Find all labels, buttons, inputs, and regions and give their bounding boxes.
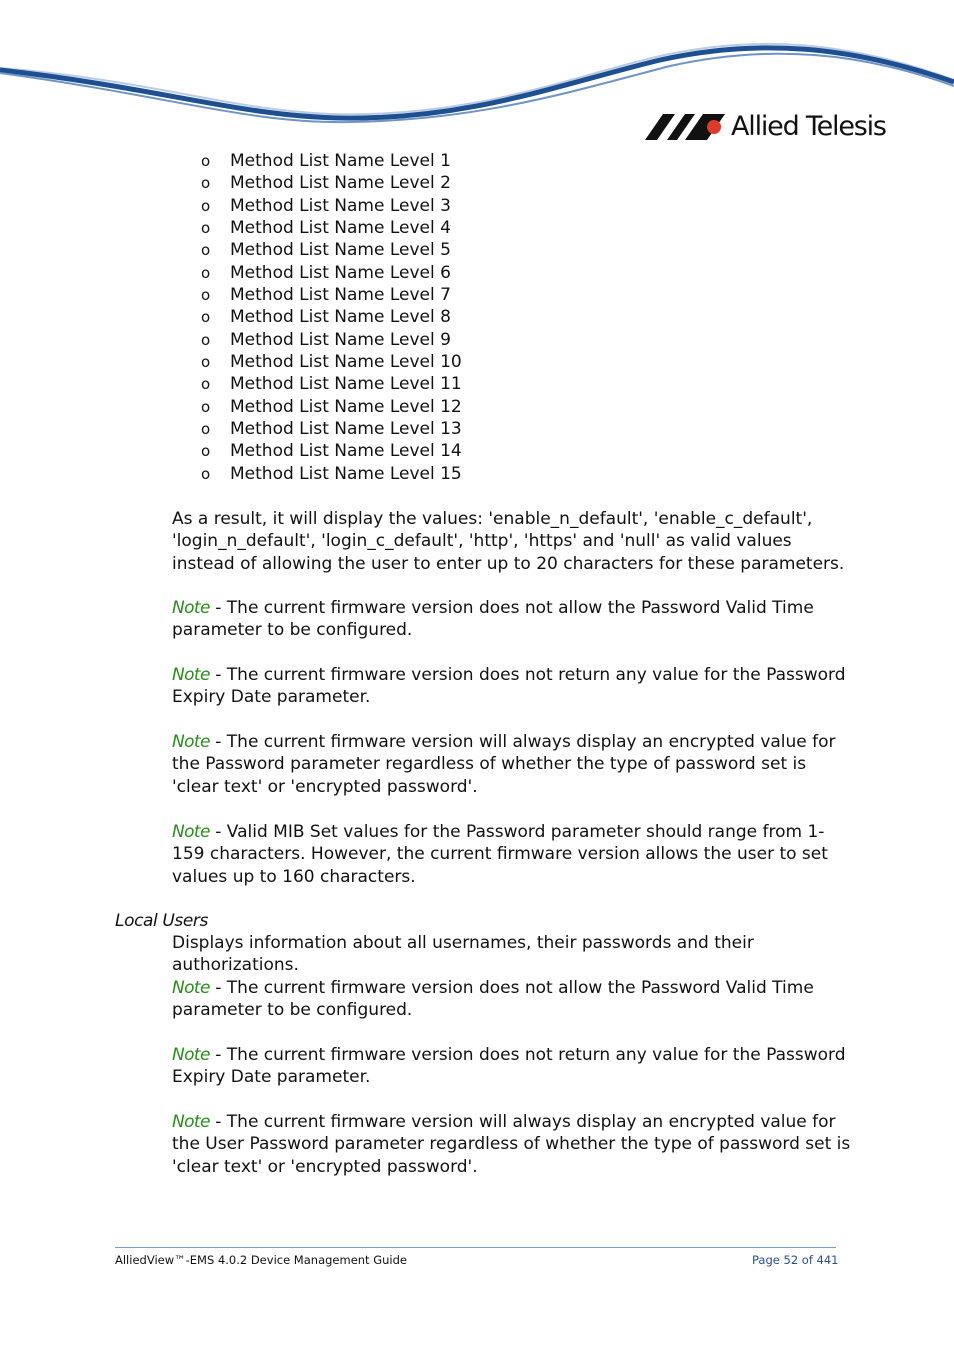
bullet-marker: o [201,353,211,372]
list-item [201,195,462,217]
list-item-text: Method List Name Level 11 [230,374,462,395]
footer-document-title: AlliedView™-EMS 4.0.2 Device Management Guide [115,1253,407,1267]
list-item [201,396,462,418]
local-users-heading: Local Users [115,911,208,931]
note-paragraph [172,1111,852,1178]
note-label: Note [172,665,210,685]
list-item-text: Method List Name Level 9 [230,329,451,350]
note-text: - The current firmware version does not allow the Password Valid Time parameter to be configured. [172,978,814,1021]
list-item-text: Method List Name Level 8 [230,307,451,328]
list-item [201,373,462,395]
list-item [201,440,462,462]
note-paragraph [172,664,852,709]
note-text: - The current firmware version does not allow the Password Valid Time parameter to be configured. [172,598,814,641]
list-item [201,306,462,328]
note-label: Note [172,978,210,998]
note-label: Note [172,1112,210,1132]
list-item-text: Method List Name Level 1 [230,151,451,171]
list-item-text: Method List Name Level 2 [230,173,451,194]
note-label: Note [172,822,210,842]
result-paragraph: As a result, it will display the values: 'enable_n_default', 'enable_c_default', 'login_n_default', 'login_c_default', 'http', 'https' and 'null' as valid values instead of allowing the user to enter up to 20 characters for these parameters. [172,509,845,574]
list-item [201,217,462,239]
list-item-text: Method List Name Level 7 [230,285,451,306]
bullet-marker: o [201,241,211,260]
bullet-marker: o [201,330,211,349]
bullet-marker: o [201,442,211,461]
method-list [201,150,462,485]
local-users-description: Displays information about all usernames, their passwords and their authorizations. [172,933,754,976]
note-text: - The current firmware version does not return any value for the Password Expiry Date parameter. [172,1045,846,1088]
bullet-marker: o [201,196,211,215]
note-paragraph [172,821,852,888]
list-item-text: Method List Name Level 5 [230,240,451,261]
list-item-text: Method List Name Level 12 [230,396,462,417]
list-item [201,239,462,261]
note-label: Note [172,732,210,752]
bullet-marker: o [201,219,211,238]
logo-wordmark: Allied Telesis [731,111,886,142]
footer-divider [115,1247,836,1248]
list-item [201,351,462,373]
list-item-text: Method List Name Level 14 [230,441,462,462]
note-paragraph [172,731,852,798]
bullet-marker: o [201,308,211,327]
list-item [201,262,462,284]
list-item-text: Method List Name Level 10 [230,352,462,373]
note-text: - The current firmware version does not return any value for the Password Expiry Date parameter. [172,665,846,708]
note-text: - The current firmware version will always display an encrypted value for the Password parameter regardless of whether the type of password set is 'clear text' or 'encrypted password'. [172,732,836,797]
list-item-text: Method List Name Level 13 [230,419,462,440]
list-item [201,463,462,485]
bullet-marker: o [201,397,211,416]
note-text: - Valid MIB Set values for the Password parameter should range from 1-159 characters. However, the current firmware version allows the user to set values up to 160 characters. [172,822,828,887]
bullet-marker: o [201,263,211,282]
note-text: - The current firmware version will always display an encrypted value for the User Password parameter regardless of whether the type of password set is 'clear text' or 'encrypted password'. [172,1112,851,1177]
list-item-text: Method List Name Level 15 [230,463,462,484]
bullet-marker: o [201,152,211,170]
footer-page-number: Page 52 of 441 [752,1253,839,1267]
bullet-marker: o [201,375,211,394]
list-item [201,329,462,351]
bullet-marker: o [201,174,211,193]
note-paragraph [172,597,852,642]
allied-telesis-logo-mark [645,114,725,140]
list-item [201,172,462,194]
note-paragraph [172,1044,852,1089]
list-item-text: Method List Name Level 6 [230,262,451,283]
bullet-marker: o [201,420,211,439]
list-item [201,284,462,306]
list-item [201,418,462,440]
note-label: Note [172,1045,210,1065]
bullet-marker: o [201,286,211,305]
allied-telesis-logo [645,110,886,144]
list-item-text: Method List Name Level 3 [230,195,451,216]
list-item-text: Method List Name Level 4 [230,218,451,239]
list-item [201,150,462,172]
bullet-marker: o [201,464,211,483]
note-paragraph [172,977,852,1022]
note-label: Note [172,598,210,618]
